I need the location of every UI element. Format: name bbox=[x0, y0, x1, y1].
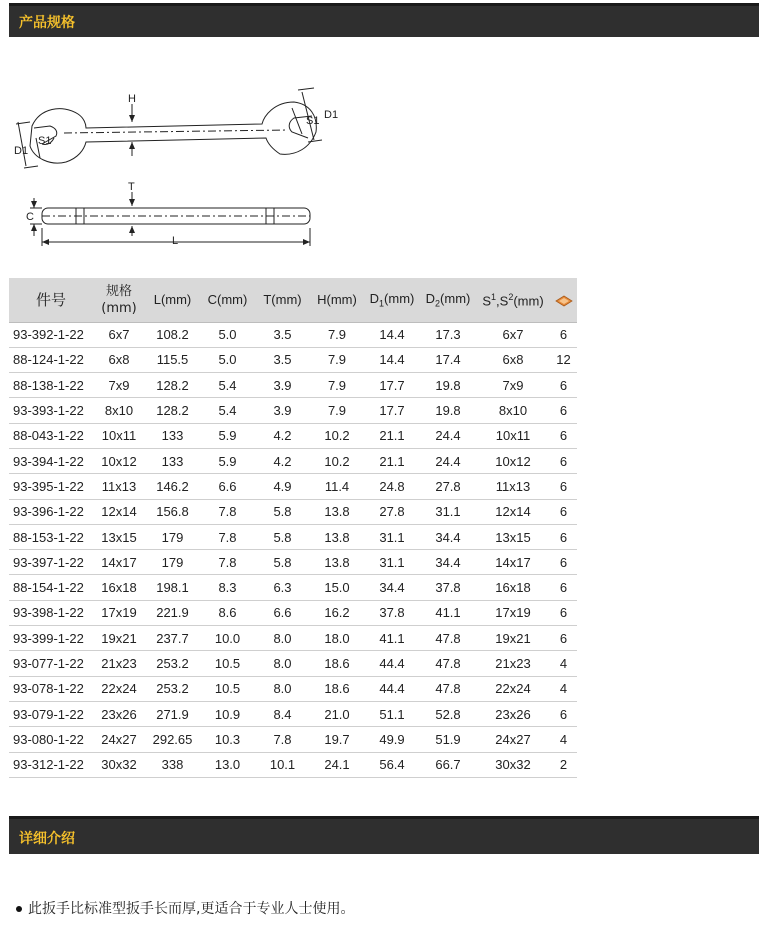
col-header-H: H(mm) bbox=[310, 278, 364, 322]
spec-table-header bbox=[9, 278, 577, 322]
table-cell: 93-078-1-22 bbox=[9, 676, 93, 701]
table-cell: 21.1 bbox=[364, 423, 420, 448]
table-row bbox=[9, 474, 577, 499]
table-cell: 7.8 bbox=[255, 727, 310, 752]
table-cell: 10.9 bbox=[200, 701, 255, 726]
table-cell: 7.9 bbox=[310, 322, 364, 347]
col-header-D1-unit: (mm) bbox=[384, 290, 415, 306]
table-cell: 10.1 bbox=[255, 752, 310, 777]
table-row bbox=[9, 752, 577, 777]
table-cell: 237.7 bbox=[145, 626, 200, 651]
diagram-label-D1-left: D1 bbox=[14, 145, 29, 157]
table-cell: 4.2 bbox=[255, 423, 310, 448]
table-cell: 17.7 bbox=[364, 398, 420, 423]
table-cell: 47.8 bbox=[420, 676, 476, 701]
table-cell: 198.1 bbox=[145, 575, 200, 600]
table-cell: 6 bbox=[550, 550, 577, 575]
table-cell: 133 bbox=[145, 423, 200, 448]
col-header-package bbox=[550, 278, 577, 322]
table-cell: 17.4 bbox=[420, 347, 476, 372]
table-cell: 5.9 bbox=[200, 423, 255, 448]
wrench-dimension-diagram bbox=[12, 86, 339, 258]
table-cell: 13x15 bbox=[476, 524, 550, 549]
table-cell: 93-394-1-22 bbox=[9, 448, 93, 473]
col-header-D1-base: D bbox=[369, 290, 380, 306]
table-cell: 253.2 bbox=[145, 651, 200, 676]
table-cell: 6 bbox=[550, 575, 577, 600]
table-cell: 3.5 bbox=[255, 347, 310, 372]
table-cell: 13x15 bbox=[93, 524, 145, 549]
table-cell: 24.4 bbox=[420, 423, 476, 448]
table-cell: 34.4 bbox=[364, 575, 420, 600]
table-cell: 21.1 bbox=[364, 448, 420, 473]
table-cell: 17.3 bbox=[420, 322, 476, 347]
table-cell: 7.8 bbox=[200, 524, 255, 549]
col-header-S-mid: ,S bbox=[496, 292, 509, 308]
col-header-D1 bbox=[364, 278, 420, 322]
table-cell: 7.9 bbox=[310, 373, 364, 398]
table-cell: 93-080-1-22 bbox=[9, 727, 93, 752]
table-cell: 221.9 bbox=[145, 600, 200, 625]
table-cell: 47.8 bbox=[420, 651, 476, 676]
table-row bbox=[9, 398, 577, 423]
table-cell: 44.4 bbox=[364, 651, 420, 676]
table-cell: 31.1 bbox=[364, 550, 420, 575]
table-cell: 14x17 bbox=[93, 550, 145, 575]
table-cell: 10.0 bbox=[200, 626, 255, 651]
table-cell: 6x8 bbox=[476, 347, 550, 372]
table-cell: 10.2 bbox=[310, 423, 364, 448]
table-cell: 19.8 bbox=[420, 398, 476, 423]
diagram-label-T: T bbox=[128, 181, 135, 193]
spec-table-body bbox=[9, 322, 577, 777]
table-cell: 8.6 bbox=[200, 600, 255, 625]
table-cell: 6.6 bbox=[255, 600, 310, 625]
table-cell: 12x14 bbox=[93, 499, 145, 524]
table-cell: 12 bbox=[550, 347, 577, 372]
table-cell: 3.9 bbox=[255, 373, 310, 398]
table-cell: 128.2 bbox=[145, 398, 200, 423]
col-header-S-unit: (mm) bbox=[513, 292, 544, 308]
table-cell: 156.8 bbox=[145, 499, 200, 524]
table-cell: 6 bbox=[550, 626, 577, 651]
table-cell: 128.2 bbox=[145, 373, 200, 398]
table-cell: 49.9 bbox=[364, 727, 420, 752]
col-header-S-a: S bbox=[482, 292, 491, 308]
table-cell: 5.8 bbox=[255, 499, 310, 524]
spec-section-header bbox=[9, 3, 759, 37]
table-cell: 31.1 bbox=[420, 499, 476, 524]
table-cell: 8.0 bbox=[255, 651, 310, 676]
table-cell: 56.4 bbox=[364, 752, 420, 777]
table-cell: 93-395-1-22 bbox=[9, 474, 93, 499]
table-cell: 179 bbox=[145, 524, 200, 549]
table-cell: 19.7 bbox=[310, 727, 364, 752]
table-cell: 19.8 bbox=[420, 373, 476, 398]
table-cell: 10.3 bbox=[200, 727, 255, 752]
table-row bbox=[9, 524, 577, 549]
table-cell: 13.8 bbox=[310, 499, 364, 524]
table-cell: 10x12 bbox=[93, 448, 145, 473]
table-cell: 7x9 bbox=[476, 373, 550, 398]
table-cell: 6 bbox=[550, 322, 577, 347]
table-cell: 93-077-1-22 bbox=[9, 651, 93, 676]
table-row bbox=[9, 550, 577, 575]
table-cell: 21.0 bbox=[310, 701, 364, 726]
table-cell: 11x13 bbox=[476, 474, 550, 499]
table-cell: 6 bbox=[550, 524, 577, 549]
table-cell: 253.2 bbox=[145, 676, 200, 701]
table-cell: 3.5 bbox=[255, 322, 310, 347]
table-cell: 7.8 bbox=[200, 499, 255, 524]
table-cell: 5.4 bbox=[200, 398, 255, 423]
table-cell: 93-396-1-22 bbox=[9, 499, 93, 524]
table-cell: 10x12 bbox=[476, 448, 550, 473]
table-cell: 6 bbox=[550, 373, 577, 398]
table-cell: 5.9 bbox=[200, 448, 255, 473]
col-header-spec-line1: 规格 bbox=[105, 283, 132, 299]
table-cell: 24.8 bbox=[364, 474, 420, 499]
table-cell: 34.4 bbox=[420, 550, 476, 575]
table-cell: 93-392-1-22 bbox=[9, 322, 93, 347]
table-cell: 47.8 bbox=[420, 626, 476, 651]
table-cell: 23x26 bbox=[476, 701, 550, 726]
table-cell: 18.6 bbox=[310, 676, 364, 701]
table-cell: 52.8 bbox=[420, 701, 476, 726]
table-cell: 24x27 bbox=[93, 727, 145, 752]
table-cell: 3.9 bbox=[255, 398, 310, 423]
table-cell: 93-397-1-22 bbox=[9, 550, 93, 575]
table-cell: 6.3 bbox=[255, 575, 310, 600]
table-cell: 27.8 bbox=[420, 474, 476, 499]
table-cell: 338 bbox=[145, 752, 200, 777]
table-row bbox=[9, 499, 577, 524]
col-header-C: C(mm) bbox=[200, 278, 255, 322]
diagram-label-L: L bbox=[172, 235, 179, 247]
col-header-D2-unit: (mm) bbox=[440, 290, 471, 306]
table-cell: 88-043-1-22 bbox=[9, 423, 93, 448]
table-row bbox=[9, 373, 577, 398]
col-header-L: L(mm) bbox=[145, 278, 200, 322]
table-cell: 93-393-1-22 bbox=[9, 398, 93, 423]
table-cell: 24x27 bbox=[476, 727, 550, 752]
table-cell: 93-398-1-22 bbox=[9, 600, 93, 625]
spec-section-title: 产品规格 bbox=[19, 15, 75, 31]
table-cell: 7.9 bbox=[310, 398, 364, 423]
table-cell: 16x18 bbox=[476, 575, 550, 600]
col-header-S-sup2: 2 bbox=[508, 291, 514, 302]
table-row bbox=[9, 448, 577, 473]
col-header-D2-sub: 2 bbox=[435, 298, 441, 309]
table-row bbox=[9, 651, 577, 676]
table-cell: 6x8 bbox=[93, 347, 145, 372]
table-cell: 271.9 bbox=[145, 701, 200, 726]
col-header-S-sup1: 1 bbox=[491, 291, 497, 302]
table-cell: 4.9 bbox=[255, 474, 310, 499]
diagram-label-S1-right: S1 bbox=[306, 115, 320, 127]
table-cell: 4 bbox=[550, 727, 577, 752]
table-cell: 4.2 bbox=[255, 448, 310, 473]
table-cell: 17x19 bbox=[93, 600, 145, 625]
table-cell: 18.6 bbox=[310, 651, 364, 676]
table-cell: 6 bbox=[550, 448, 577, 473]
table-row bbox=[9, 322, 577, 347]
table-cell: 14x17 bbox=[476, 550, 550, 575]
table-cell: 13.8 bbox=[310, 550, 364, 575]
table-cell: 11x13 bbox=[93, 474, 145, 499]
table-cell: 51.9 bbox=[420, 727, 476, 752]
table-cell: 10.5 bbox=[200, 676, 255, 701]
col-header-D1-sub: 1 bbox=[379, 298, 385, 309]
col-header-T: T(mm) bbox=[255, 278, 310, 322]
table-row bbox=[9, 676, 577, 701]
table-cell: 24.4 bbox=[420, 448, 476, 473]
table-cell: 6 bbox=[550, 474, 577, 499]
table-cell: 41.1 bbox=[420, 600, 476, 625]
table-cell: 5.8 bbox=[255, 524, 310, 549]
table-cell: 8.4 bbox=[255, 701, 310, 726]
description-bullet bbox=[16, 898, 354, 918]
table-cell: 22x24 bbox=[93, 676, 145, 701]
table-cell: 19x21 bbox=[93, 626, 145, 651]
table-cell: 133 bbox=[145, 448, 200, 473]
table-cell: 4 bbox=[550, 676, 577, 701]
table-cell: 8.0 bbox=[255, 626, 310, 651]
table-cell: 115.5 bbox=[145, 347, 200, 372]
table-cell: 88-154-1-22 bbox=[9, 575, 93, 600]
table-cell: 18.0 bbox=[310, 626, 364, 651]
table-cell: 7.9 bbox=[310, 347, 364, 372]
table-cell: 15.0 bbox=[310, 575, 364, 600]
table-cell: 10x11 bbox=[476, 423, 550, 448]
table-cell: 5.0 bbox=[200, 322, 255, 347]
description-text: 此扳手比标准型扳手长而厚,更适合于专业人士使用。 bbox=[28, 901, 355, 917]
table-cell: 10.5 bbox=[200, 651, 255, 676]
table-cell: 37.8 bbox=[364, 600, 420, 625]
table-cell: 12x14 bbox=[476, 499, 550, 524]
table-cell: 37.8 bbox=[420, 575, 476, 600]
table-cell: 108.2 bbox=[145, 322, 200, 347]
package-icon bbox=[555, 294, 573, 308]
table-cell: 24.1 bbox=[310, 752, 364, 777]
table-cell: 23x26 bbox=[93, 701, 145, 726]
table-cell: 22x24 bbox=[476, 676, 550, 701]
table-cell: 44.4 bbox=[364, 676, 420, 701]
table-row bbox=[9, 626, 577, 651]
table-cell: 8.0 bbox=[255, 676, 310, 701]
diagram-label-H: H bbox=[128, 93, 136, 105]
table-cell: 10.2 bbox=[310, 448, 364, 473]
table-cell: 41.1 bbox=[364, 626, 420, 651]
diagram-label-C: C bbox=[26, 211, 34, 223]
table-cell: 6 bbox=[550, 600, 577, 625]
col-header-spec-line2: (mm) bbox=[101, 300, 137, 316]
table-row bbox=[9, 701, 577, 726]
table-cell: 88-153-1-22 bbox=[9, 524, 93, 549]
table-cell: 6 bbox=[550, 701, 577, 726]
table-cell: 19x21 bbox=[476, 626, 550, 651]
table-row bbox=[9, 575, 577, 600]
table-cell: 6 bbox=[550, 398, 577, 423]
diagram-label-S1-left: S1 bbox=[38, 135, 52, 147]
table-cell: 5.0 bbox=[200, 347, 255, 372]
spec-table bbox=[9, 278, 577, 778]
table-cell: 30x32 bbox=[93, 752, 145, 777]
col-header-spec bbox=[93, 278, 145, 322]
table-cell: 51.1 bbox=[364, 701, 420, 726]
table-cell: 179 bbox=[145, 550, 200, 575]
table-cell: 13.0 bbox=[200, 752, 255, 777]
table-cell: 14.4 bbox=[364, 347, 420, 372]
table-row bbox=[9, 423, 577, 448]
table-cell: 88-138-1-22 bbox=[9, 373, 93, 398]
col-header-part-no: 件号 bbox=[9, 278, 93, 322]
table-cell: 93-079-1-22 bbox=[9, 701, 93, 726]
table-cell: 2 bbox=[550, 752, 577, 777]
table-cell: 30x32 bbox=[476, 752, 550, 777]
table-cell: 6 bbox=[550, 499, 577, 524]
table-cell: 21x23 bbox=[476, 651, 550, 676]
table-cell: 14.4 bbox=[364, 322, 420, 347]
detail-section-header bbox=[9, 816, 759, 854]
table-cell: 6.6 bbox=[200, 474, 255, 499]
col-header-D2 bbox=[420, 278, 476, 322]
table-cell: 66.7 bbox=[420, 752, 476, 777]
table-cell: 6x7 bbox=[93, 322, 145, 347]
table-cell: 7.8 bbox=[200, 550, 255, 575]
table-cell: 10x11 bbox=[93, 423, 145, 448]
col-header-D2-base: D bbox=[425, 290, 436, 306]
col-header-S bbox=[476, 278, 550, 322]
table-row bbox=[9, 727, 577, 752]
table-cell: 146.2 bbox=[145, 474, 200, 499]
table-cell: 93-399-1-22 bbox=[9, 626, 93, 651]
table-cell: 31.1 bbox=[364, 524, 420, 549]
table-row bbox=[9, 347, 577, 372]
table-cell: 93-312-1-22 bbox=[9, 752, 93, 777]
table-cell: 8x10 bbox=[93, 398, 145, 423]
table-cell: 27.8 bbox=[364, 499, 420, 524]
table-cell: 11.4 bbox=[310, 474, 364, 499]
table-cell: 88-124-1-22 bbox=[9, 347, 93, 372]
table-cell: 17x19 bbox=[476, 600, 550, 625]
diagram-label-D1-right: D1 bbox=[324, 109, 339, 121]
table-row bbox=[9, 600, 577, 625]
table-cell: 34.4 bbox=[420, 524, 476, 549]
table-cell: 5.4 bbox=[200, 373, 255, 398]
table-cell: 8x10 bbox=[476, 398, 550, 423]
table-cell: 16.2 bbox=[310, 600, 364, 625]
table-cell: 16x18 bbox=[93, 575, 145, 600]
detail-section-title: 详细介绍 bbox=[19, 831, 75, 847]
table-cell: 7x9 bbox=[93, 373, 145, 398]
table-cell: 17.7 bbox=[364, 373, 420, 398]
table-cell: 6x7 bbox=[476, 322, 550, 347]
table-cell: 5.8 bbox=[255, 550, 310, 575]
bullet-dot bbox=[16, 906, 22, 912]
table-cell: 4 bbox=[550, 651, 577, 676]
table-cell: 6 bbox=[550, 423, 577, 448]
table-cell: 8.3 bbox=[200, 575, 255, 600]
table-cell: 13.8 bbox=[310, 524, 364, 549]
table-cell: 292.65 bbox=[145, 727, 200, 752]
table-cell: 21x23 bbox=[93, 651, 145, 676]
